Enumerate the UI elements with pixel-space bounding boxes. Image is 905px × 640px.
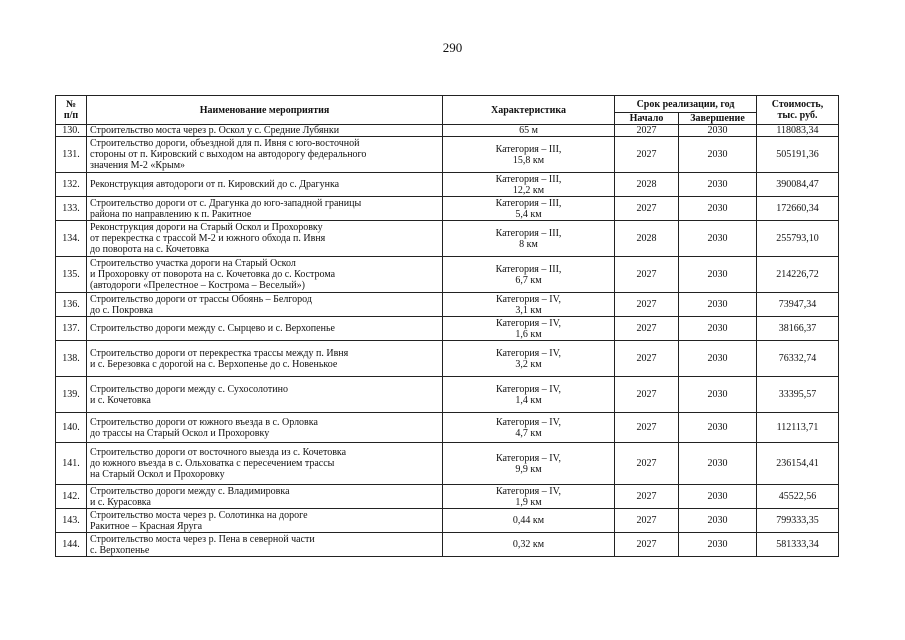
row-start-year: 2027 <box>615 533 679 557</box>
row-end-year: 2030 <box>679 137 757 173</box>
table-row <box>56 533 839 557</box>
row-number: 134. <box>56 221 87 257</box>
row-name: Строительство дороги от с. Драгунка до юго-западной границы района по направлению к п. Ракитное <box>87 197 443 221</box>
row-end-year: 2030 <box>679 125 757 137</box>
row-start-year: 2027 <box>615 377 679 413</box>
row-characteristic: Категория – III, 12,2 км <box>443 173 615 197</box>
row-characteristic: Категория – IV, 3,2 км <box>443 341 615 377</box>
header-start: Начало <box>615 113 679 125</box>
header-cost: Стоимость, тыс. руб. <box>757 96 839 125</box>
row-number: 144. <box>56 533 87 557</box>
row-end-year: 2030 <box>679 317 757 341</box>
table-row <box>56 509 839 533</box>
table-body <box>56 125 839 557</box>
row-number: 143. <box>56 509 87 533</box>
row-name: Строительство дороги, объездной для п. Ивня с юго-восточной стороны от п. Кировский с выходом на автодорогу федерального значения М-2 «Крым» <box>87 137 443 173</box>
row-cost: 390084,47 <box>757 173 839 197</box>
row-end-year: 2030 <box>679 197 757 221</box>
row-start-year: 2027 <box>615 341 679 377</box>
row-cost: 73947,34 <box>757 293 839 317</box>
row-end-year: 2030 <box>679 293 757 317</box>
table-row <box>56 341 839 377</box>
row-cost: 118083,34 <box>757 125 839 137</box>
row-number: 142. <box>56 485 87 509</box>
row-start-year: 2027 <box>615 317 679 341</box>
table-row <box>56 125 839 137</box>
header-period: Срок реализации, год <box>615 96 757 113</box>
row-characteristic: Категория – III, 15,8 км <box>443 137 615 173</box>
header-num: № п/п <box>56 96 87 125</box>
row-cost: 581333,34 <box>757 533 839 557</box>
page-number: 290 <box>442 40 463 55</box>
row-number: 141. <box>56 443 87 485</box>
row-characteristic: Категория – IV, 9,9 км <box>443 443 615 485</box>
row-end-year: 2030 <box>679 173 757 197</box>
row-number: 139. <box>56 377 87 413</box>
row-number: 132. <box>56 173 87 197</box>
row-name: Строительство моста через р. Пена в северной части с. Верхопенье <box>87 533 443 557</box>
table-row <box>56 293 839 317</box>
row-number: 130. <box>56 125 87 137</box>
row-name: Строительство дороги от южного въезда в с. Орловка до трассы на Старый Оскол и Прохоровку <box>87 413 443 443</box>
row-start-year: 2027 <box>615 257 679 293</box>
row-characteristic: 65 м <box>443 125 615 137</box>
row-characteristic: Категория – IV, 1,4 км <box>443 377 615 413</box>
row-end-year: 2030 <box>679 413 757 443</box>
row-characteristic: Категория – III, 8 км <box>443 221 615 257</box>
row-cost: 172660,34 <box>757 197 839 221</box>
row-name: Реконструкция дороги на Старый Оскол и Прохоровку от перекрестка с трассой М-2 и южного обхода п. Ивня до поворота на с. Кочетовка <box>87 221 443 257</box>
row-name: Строительство участка дороги на Старый Оскол и Прохоровку от поворота на с. Кочетовка до с. Кострома (автодороги «Прелестное – Кострома – Веселый») <box>87 257 443 293</box>
row-name: Строительство моста через р. Солотинка на дороге Ракитное – Красная Яруга <box>87 509 443 533</box>
row-end-year: 2030 <box>679 533 757 557</box>
row-name: Строительство дороги от восточного выезда из с. Кочетовка до южного въезда в с. Ольховатка с пересечением трассы на Старый Оскол и Прохоровку <box>87 443 443 485</box>
row-end-year: 2030 <box>679 341 757 377</box>
row-characteristic: Категория – IV, 3,1 км <box>443 293 615 317</box>
table-row <box>56 443 839 485</box>
table-row <box>56 377 839 413</box>
row-characteristic: Категория – IV, 1,9 км <box>443 485 615 509</box>
row-characteristic: Категория – IV, 1,6 км <box>443 317 615 341</box>
row-start-year: 2027 <box>615 509 679 533</box>
row-name: Строительство дороги от трассы Обоянь – Белгород до с. Покровка <box>87 293 443 317</box>
row-end-year: 2030 <box>679 257 757 293</box>
row-end-year: 2030 <box>679 485 757 509</box>
row-name: Строительство дороги между с. Владимировка и с. Курасовка <box>87 485 443 509</box>
row-number: 136. <box>56 293 87 317</box>
row-name: Строительство дороги от перекрестка трассы между п. Ивня и с. Березовка с дорогой на с. Верхопенье до с. Новенькое <box>87 341 443 377</box>
row-number: 138. <box>56 341 87 377</box>
row-name: Реконструкция автодороги от п. Кировский до с. Драгунка <box>87 173 443 197</box>
row-cost: 214226,72 <box>757 257 839 293</box>
header-name: Наименование мероприятия <box>87 96 443 125</box>
row-end-year: 2030 <box>679 377 757 413</box>
row-cost: 799333,35 <box>757 509 839 533</box>
table-row <box>56 257 839 293</box>
row-end-year: 2030 <box>679 443 757 485</box>
row-name: Строительство дороги между с. Сырцево и с. Верхопенье <box>87 317 443 341</box>
measures-table <box>55 95 839 557</box>
table-row <box>56 197 839 221</box>
row-name: Строительство дороги между с. Сухосолотино и с. Кочетовка <box>87 377 443 413</box>
row-characteristic: Категория – III, 6,7 км <box>443 257 615 293</box>
row-end-year: 2030 <box>679 509 757 533</box>
table-header <box>56 96 839 125</box>
row-characteristic: 0,32 км <box>443 533 615 557</box>
row-cost: 236154,41 <box>757 443 839 485</box>
row-start-year: 2027 <box>615 137 679 173</box>
row-cost: 76332,74 <box>757 341 839 377</box>
row-characteristic: Категория – III, 5,4 км <box>443 197 615 221</box>
row-number: 133. <box>56 197 87 221</box>
table-row <box>56 413 839 443</box>
header-end: Завершение <box>679 113 757 125</box>
row-start-year: 2027 <box>615 485 679 509</box>
row-start-year: 2027 <box>615 293 679 317</box>
row-start-year: 2027 <box>615 413 679 443</box>
row-cost: 112113,71 <box>757 413 839 443</box>
header-characteristic: Характеристика <box>443 96 615 125</box>
table-row <box>56 173 839 197</box>
row-characteristic: 0,44 км <box>443 509 615 533</box>
table-row <box>56 485 839 509</box>
row-number: 131. <box>56 137 87 173</box>
row-name: Строительство моста через р. Оскол у с. Средние Лубянки <box>87 125 443 137</box>
row-start-year: 2028 <box>615 221 679 257</box>
row-cost: 255793,10 <box>757 221 839 257</box>
row-start-year: 2027 <box>615 125 679 137</box>
row-number: 140. <box>56 413 87 443</box>
row-cost: 38166,37 <box>757 317 839 341</box>
row-number: 137. <box>56 317 87 341</box>
row-start-year: 2028 <box>615 173 679 197</box>
row-end-year: 2030 <box>679 221 757 257</box>
row-start-year: 2027 <box>615 197 679 221</box>
row-cost: 505191,36 <box>757 137 839 173</box>
table-row <box>56 317 839 341</box>
table-row <box>56 137 839 173</box>
row-start-year: 2027 <box>615 443 679 485</box>
table-row <box>56 221 839 257</box>
row-cost: 33395,57 <box>757 377 839 413</box>
row-characteristic: Категория – IV, 4,7 км <box>443 413 615 443</box>
row-number: 135. <box>56 257 87 293</box>
row-cost: 45522,56 <box>757 485 839 509</box>
